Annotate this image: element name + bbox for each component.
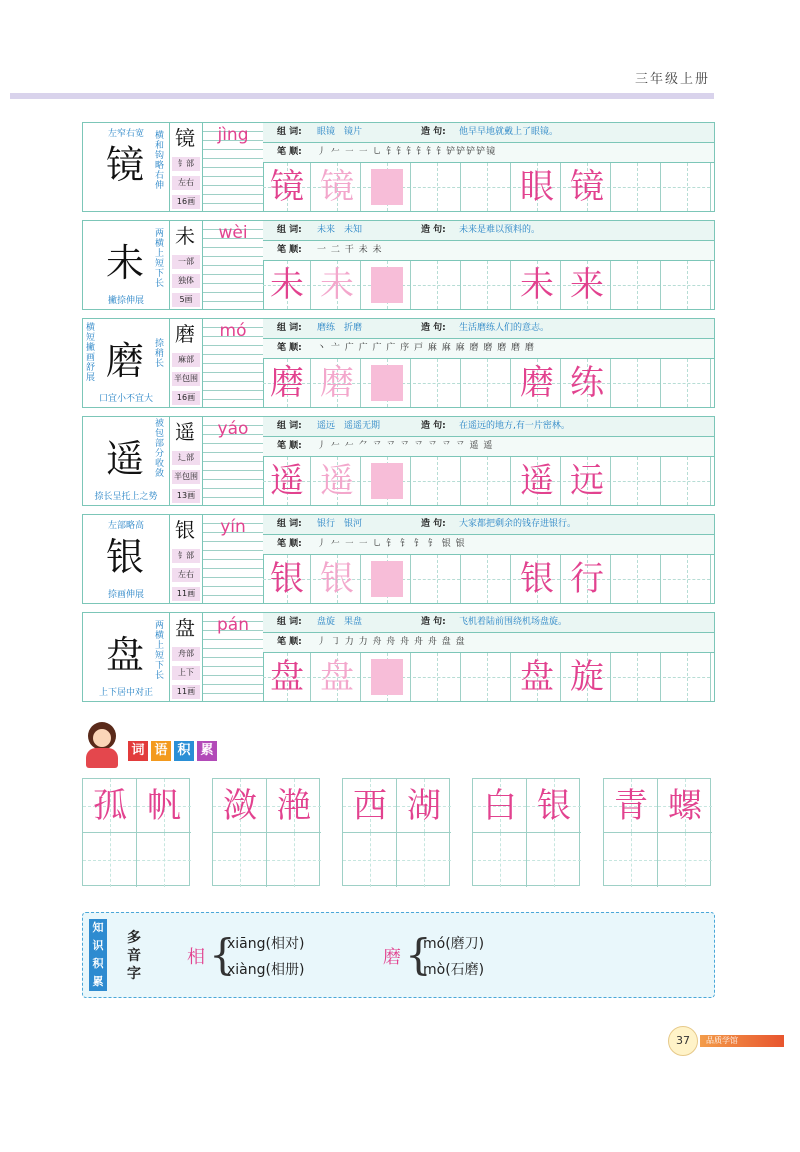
practice-char (463, 555, 511, 603)
practice-char: 未 (320, 265, 354, 305)
words-value: 未来 未知 (317, 225, 363, 235)
practice-grid (263, 163, 714, 211)
practice-char (463, 359, 511, 407)
practice-char: 镜 (320, 167, 354, 207)
practice-cell (563, 555, 611, 603)
practice-cell (363, 555, 411, 603)
pinyin: mó (219, 321, 247, 341)
stroke-order: 丿 ㇆ 力 力 舟 舟 舟 舟 舟 盘 盘 (317, 637, 466, 647)
word-cell (267, 833, 321, 887)
sentence-label: 造 句: (421, 323, 446, 333)
practice-char (613, 555, 661, 603)
practice-char (663, 163, 711, 211)
strokes-tag: 11画 (172, 587, 200, 601)
word-char: 滟 (277, 786, 311, 826)
demo-panel (83, 515, 170, 603)
page-number: 37 (668, 1026, 698, 1056)
sentence-value: 大家都把剩余的钱存进银行。 (459, 519, 577, 529)
polyphone-char: 相 (187, 947, 205, 968)
practice-char: 远 (570, 461, 604, 501)
practice-cell (613, 261, 661, 309)
practice-cell (413, 653, 461, 701)
stroke-row (263, 339, 714, 359)
word-cell (83, 779, 137, 833)
practice-cell (463, 555, 511, 603)
stroke-shape (371, 561, 403, 597)
stroke-order: 一 二 干 未 未 (317, 245, 383, 255)
note-bottom: 捺长呈托上之势 (94, 492, 158, 502)
practice-cell (363, 163, 411, 211)
practice-char (663, 261, 711, 309)
sentence-value: 他早早地就戴上了眼镜。 (459, 127, 559, 137)
word-cell (658, 833, 712, 887)
words-value: 遥远 遥遥无期 (317, 421, 381, 431)
practice-char: 镜 (570, 167, 604, 207)
practice-grid (263, 359, 714, 407)
word-cell (473, 779, 527, 833)
word-cell (527, 833, 581, 887)
strokes-tag: 5画 (172, 293, 200, 307)
brace-icon: { (405, 930, 432, 979)
polyphone-char: 磨 (383, 947, 401, 968)
reading: mó(磨刀) (423, 936, 485, 952)
word-cell (397, 833, 451, 887)
practice-cell (513, 555, 561, 603)
demo-char: 镜 (105, 143, 144, 187)
words-row (263, 123, 714, 143)
sentence-label: 造 句: (421, 127, 446, 137)
character-block (82, 220, 715, 310)
word-cell (213, 779, 267, 833)
practice-cell (613, 163, 661, 211)
practice-cell (663, 261, 711, 309)
practice-cell (613, 457, 661, 505)
header-bar (10, 93, 714, 99)
practice-cell (563, 261, 611, 309)
grade-header: 三年级上册 (634, 72, 710, 87)
practice-char: 未 (520, 265, 554, 305)
practice-char (613, 457, 661, 505)
practice-cell (613, 653, 661, 701)
strokes-tag: 11画 (172, 685, 200, 699)
note-bottom: 上下居中对正 (98, 688, 153, 698)
practice-char (613, 261, 661, 309)
words-row (263, 613, 714, 633)
demo-panel (83, 417, 170, 505)
word-cell (343, 779, 397, 833)
radical-tag: 舟部 (172, 647, 200, 661)
practice-char: 镜 (270, 167, 304, 207)
note-right: 捺稍长 (155, 339, 165, 369)
title-chip: 积 (174, 741, 194, 761)
practice-cell (263, 457, 311, 505)
practice-char: 遥 (320, 461, 354, 501)
character-block (82, 318, 715, 408)
word-char: 白 (483, 786, 517, 826)
radical-tag: 钅部 (172, 549, 200, 563)
practice-char (663, 555, 711, 603)
strokes-tag: 16画 (172, 391, 200, 405)
structure-tag: 半包围 (172, 372, 200, 386)
words-row (263, 417, 714, 437)
info-panel (170, 417, 200, 505)
word-cell (473, 833, 527, 887)
stroke-row (263, 143, 714, 163)
sentence-label: 造 句: (421, 617, 446, 627)
words-row (263, 319, 714, 339)
practice-char: 磨 (320, 363, 354, 403)
info-panel (170, 221, 200, 309)
word-box (342, 778, 450, 886)
practice-cell (263, 653, 311, 701)
sentence-value: 飞机着陆前围绕机场盘旋。 (459, 617, 568, 627)
word-cell (137, 833, 191, 887)
practice-cell (313, 261, 361, 309)
practice-cell (313, 359, 361, 407)
practice-cell (563, 653, 611, 701)
info-char: 磨 (175, 322, 195, 346)
stroke-row (263, 633, 714, 653)
title-chip: 累 (197, 741, 217, 761)
word-cell (604, 779, 658, 833)
exercise-area (263, 221, 714, 309)
note-left: 横短撇画舒展 (86, 323, 96, 383)
note-right: 被包部分收敛 (155, 419, 165, 479)
strokes-tag: 16画 (172, 195, 200, 209)
stroke-label: 笔 顺: (277, 539, 302, 549)
practice-char (413, 163, 461, 211)
info-panel (170, 515, 200, 603)
pinyin-area (202, 417, 264, 505)
radical-tag: 辶部 (172, 451, 200, 465)
sentence-label: 造 句: (421, 421, 446, 431)
exercise-area (263, 123, 714, 211)
stroke-shape (371, 463, 403, 499)
practice-char: 练 (570, 363, 604, 403)
practice-char (413, 359, 461, 407)
practice-char (613, 163, 661, 211)
practice-cell (563, 359, 611, 407)
practice-cell (413, 457, 461, 505)
practice-cell (363, 457, 411, 505)
word-char: 银 (537, 786, 571, 826)
practice-cell (463, 457, 511, 505)
sentence-value: 生活磨练人们的意志。 (459, 323, 550, 333)
pinyin-area (202, 613, 264, 701)
practice-cell (613, 555, 661, 603)
practice-char: 银 (270, 559, 304, 599)
words-row (263, 221, 714, 241)
words-label: 组 词: (277, 519, 302, 529)
practice-char (413, 653, 461, 701)
practice-char: 来 (570, 265, 604, 305)
practice-cell (263, 261, 311, 309)
practice-cell (513, 653, 561, 701)
stroke-order: 丿 𠂉 𠂉 ⺈ 乊 乊 乊 乊 乊 乊 乊 遥 遥 (317, 441, 494, 451)
pinyin: pán (217, 615, 249, 635)
word-cell (397, 779, 451, 833)
practice-cell (613, 359, 661, 407)
pinyin: yín (220, 517, 246, 537)
demo-char: 磨 (105, 339, 144, 383)
practice-cell (313, 163, 361, 211)
word-cell (83, 833, 137, 887)
radical-tag: 一部 (172, 255, 200, 269)
word-char: 孤 (93, 786, 127, 826)
note-right: 两横上短下长 (155, 621, 165, 681)
word-cell (137, 779, 191, 833)
stroke-label: 笔 顺: (277, 245, 302, 255)
exercise-area (263, 515, 714, 603)
pinyin: wèi (218, 223, 248, 243)
practice-char (463, 653, 511, 701)
practice-cell (463, 653, 511, 701)
practice-char (413, 457, 461, 505)
character-block (82, 612, 715, 702)
practice-cell (663, 457, 711, 505)
practice-char: 盘 (320, 657, 354, 697)
title-chip: 语 (151, 741, 171, 761)
practice-char (613, 359, 661, 407)
exercise-area (263, 319, 714, 407)
sentence-value: 未来是难以预料的。 (459, 225, 541, 235)
words-value: 眼镜 镜片 (317, 127, 363, 137)
word-char: 帆 (147, 786, 181, 826)
practice-cell (563, 163, 611, 211)
practice-char (463, 163, 511, 211)
pinyin: jìng (217, 125, 249, 145)
practice-cell (563, 457, 611, 505)
practice-cell (513, 261, 561, 309)
structure-tag: 左右 (172, 568, 200, 582)
practice-cell (363, 261, 411, 309)
practice-grid (263, 457, 714, 505)
word-char: 潋 (223, 786, 257, 826)
practice-char (613, 653, 661, 701)
practice-char (463, 457, 511, 505)
word-box (212, 778, 320, 886)
stroke-shape (371, 365, 403, 401)
demo-panel (83, 221, 170, 309)
info-char: 银 (175, 518, 195, 542)
practice-cell (263, 359, 311, 407)
words-label: 组 词: (277, 225, 302, 235)
reading: xiāng(相对) (227, 936, 305, 952)
info-panel (170, 613, 200, 701)
practice-grid (263, 261, 714, 309)
practice-cell (663, 653, 711, 701)
radical-tag: 钅部 (172, 157, 200, 171)
words-value: 盘旋 果盘 (317, 617, 363, 627)
info-char: 盘 (175, 616, 195, 640)
stroke-label: 笔 顺: (277, 147, 302, 157)
word-cell (604, 833, 658, 887)
practice-char: 未 (270, 265, 304, 305)
words-label: 组 词: (277, 323, 302, 333)
word-cell (527, 779, 581, 833)
strokes-tag: 13画 (172, 489, 200, 503)
demo-panel (83, 613, 170, 701)
pinyin-area (202, 123, 264, 211)
sentence-value: 在遥远的地方,有一片密林。 (459, 421, 570, 431)
practice-char: 旋 (570, 657, 604, 697)
stroke-shape (371, 659, 403, 695)
practice-cell (513, 163, 561, 211)
practice-char (663, 359, 711, 407)
practice-cell (263, 555, 311, 603)
practice-char: 盘 (270, 657, 304, 697)
practice-char (413, 261, 461, 309)
practice-cell (313, 653, 361, 701)
pinyin-area (202, 515, 264, 603)
stroke-shape (371, 267, 403, 303)
stroke-row (263, 535, 714, 555)
word-box (82, 778, 190, 886)
note-top: 左窄右宽 (107, 129, 144, 139)
structure-tag: 左右 (172, 176, 200, 190)
character-block (82, 122, 715, 212)
word-cell (343, 833, 397, 887)
note-right: 横和钩略右伸 (155, 131, 165, 191)
practice-cell (413, 359, 461, 407)
practice-char (663, 653, 711, 701)
knowledge-box (82, 912, 715, 998)
practice-cell (413, 555, 461, 603)
knowledge-label: 知识积累 (89, 919, 107, 991)
practice-cell (663, 359, 711, 407)
practice-char: 遥 (270, 461, 304, 501)
reading: xiàng(相册) (227, 962, 305, 978)
practice-cell (663, 555, 711, 603)
practice-cell (513, 359, 561, 407)
info-panel (170, 319, 200, 407)
demo-char: 未 (105, 241, 144, 285)
word-cell (267, 779, 321, 833)
practice-char: 行 (570, 559, 604, 599)
word-char: 螺 (668, 786, 702, 826)
vocabulary-title (128, 739, 220, 761)
practice-cell (363, 359, 411, 407)
exercise-area (263, 417, 714, 505)
practice-char: 银 (520, 559, 554, 599)
practice-cell (263, 163, 311, 211)
pinyin-area (202, 319, 264, 407)
info-panel (170, 123, 200, 211)
demo-char: 银 (105, 535, 144, 579)
practice-char: 银 (320, 559, 354, 599)
practice-grid (263, 555, 714, 603)
word-cell (213, 833, 267, 887)
practice-cell (463, 359, 511, 407)
practice-char: 磨 (520, 363, 554, 403)
brace-icon: { (209, 930, 236, 979)
character-block (82, 416, 715, 506)
words-value: 银行 银河 (317, 519, 363, 529)
words-label: 组 词: (277, 617, 302, 627)
info-char: 镜 (175, 126, 195, 150)
sentence-label: 造 句: (421, 225, 446, 235)
practice-cell (413, 261, 461, 309)
exercise-area (263, 613, 714, 701)
words-label: 组 词: (277, 127, 302, 137)
demo-char: 遥 (105, 437, 144, 481)
practice-cell (313, 457, 361, 505)
note-bottom: 捺画伸展 (107, 590, 144, 600)
note-bottom: 撇捺伸展 (107, 296, 144, 306)
word-box (603, 778, 711, 886)
reading: mò(石磨) (423, 962, 485, 978)
practice-char: 眼 (520, 167, 554, 207)
word-box (472, 778, 580, 886)
pinyin-area (202, 221, 264, 309)
practice-char (463, 261, 511, 309)
stroke-row (263, 241, 714, 261)
word-char: 湖 (407, 786, 441, 826)
words-row (263, 515, 714, 535)
girl-mascot-icon (82, 720, 122, 770)
word-char: 青 (614, 786, 648, 826)
practice-char: 盘 (520, 657, 554, 697)
stroke-order: 丿 𠂉 ㇐ ㇐ ㇟ 钅 钅 钅 钅 银 银 (317, 539, 466, 549)
stroke-row (263, 437, 714, 457)
note-top: 左部略高 (107, 521, 144, 531)
word-char: 西 (353, 786, 387, 826)
structure-tag: 独体 (172, 274, 200, 288)
pinyin: yáo (217, 419, 249, 439)
practice-char (413, 555, 461, 603)
stroke-order: 丿 𠂉 ㇐ ㇐ ㇟ 钅钅钅钅钅钅铲铲铲铲镜 (317, 147, 497, 157)
structure-tag: 上下 (172, 666, 200, 680)
note-bottom: 口宜小不宜大 (98, 394, 153, 404)
polyphone-title: 多音字 (127, 930, 141, 982)
practice-char (663, 457, 711, 505)
practice-cell (413, 163, 461, 211)
practice-cell (363, 653, 411, 701)
title-chip: 词 (128, 741, 148, 761)
demo-panel (83, 319, 170, 407)
practice-char: 磨 (270, 363, 304, 403)
stroke-label: 笔 顺: (277, 343, 302, 353)
stroke-label: 笔 顺: (277, 441, 302, 451)
practice-cell (513, 457, 561, 505)
practice-grid (263, 653, 714, 701)
stroke-label: 笔 顺: (277, 637, 302, 647)
practice-cell (663, 163, 711, 211)
footer-tag: 品质学馆 (700, 1035, 784, 1047)
sentence-label: 造 句: (421, 519, 446, 529)
character-block (82, 514, 715, 604)
stroke-order: 丶 亠 广 广 广 广 序 戸 麻 麻 麻 磨 磨 磨 磨 磨 (317, 343, 535, 353)
structure-tag: 半包围 (172, 470, 200, 484)
demo-panel (83, 123, 170, 211)
words-value: 磨练 折磨 (317, 323, 363, 333)
practice-cell (463, 261, 511, 309)
words-label: 组 词: (277, 421, 302, 431)
practice-cell (463, 163, 511, 211)
word-cell (658, 779, 712, 833)
info-char: 遥 (175, 420, 195, 444)
info-char: 未 (175, 224, 195, 248)
practice-char: 遥 (520, 461, 554, 501)
practice-cell (313, 555, 361, 603)
radical-tag: 麻部 (172, 353, 200, 367)
note-right: 两横上短下长 (155, 229, 165, 289)
stroke-shape (371, 169, 403, 205)
demo-char: 盘 (105, 633, 144, 677)
